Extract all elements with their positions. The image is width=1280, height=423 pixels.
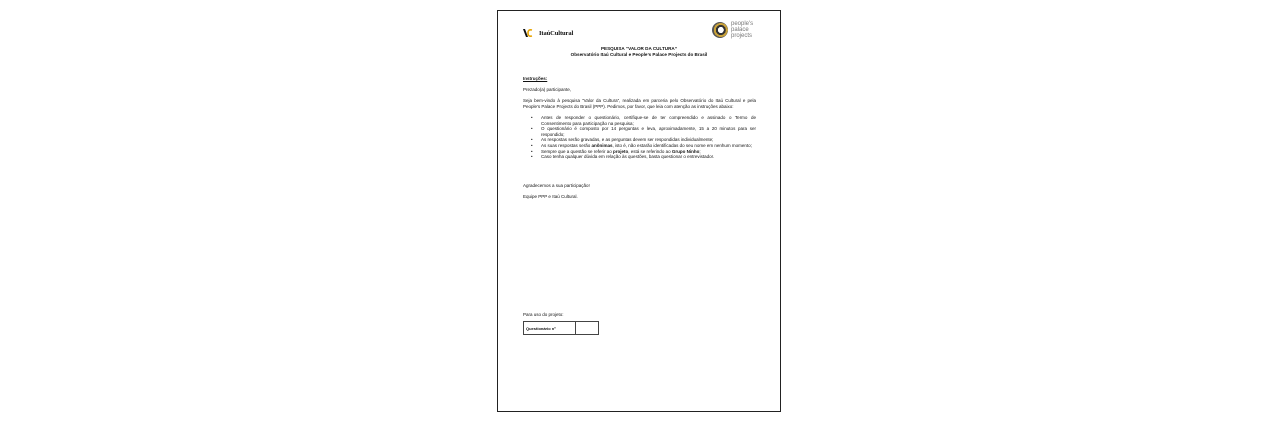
instructions-list — [523, 115, 756, 160]
itau-cultural-logo — [523, 27, 573, 39]
thanks-text: Agradecemos a sua participação! — [523, 183, 590, 188]
project-use-label: Para uso do projeto: — [523, 312, 564, 317]
itau-logo-icon — [523, 28, 533, 38]
document-title: PESQUISA “VALOR DA CULTURA” — [600, 46, 678, 51]
itau-logo-text: ItaúCultural — [539, 29, 574, 37]
list-item: • O questionário é composto por 14 perguntas e leva, aproximadamente, 15 a 20 minutos para ser respondido; — [541, 126, 756, 137]
list-item: • As suas respostas serão anônimas, isto é, não estarão identificadas do seu nome em nenhum momento; — [541, 143, 756, 149]
questionnaire-number-field[interactable] — [576, 322, 598, 334]
list-item: • Caso tenha qualquer dúvida em relação às questões, basta questionar o entrevistador. — [541, 154, 756, 160]
document-subtitle: Observatório Itaú Cultural e People’s Palace Projects do Brasil — [570, 52, 708, 57]
document-page — [497, 10, 781, 412]
list-item: • Sempre que a questão se referir ao projeto, está se referindo ao Grupo Ninho; — [541, 149, 756, 155]
signoff-text: Equipe PPP e Itaú Cultural. — [523, 194, 578, 199]
ppp-logo-word: people's — [731, 21, 754, 27]
ppp-logo-word: palace — [731, 27, 749, 33]
greeting-text: Prezado(a) participante, — [523, 87, 572, 92]
ppp-logo-word: projects — [731, 33, 753, 39]
list-item: • Antes de responder o questionário, certifique-se de ter compreendido e assinado o Termo de Consentimento para participação na pesquisa; — [541, 115, 756, 126]
ppp-logo-circle-icon — [712, 22, 728, 38]
questionnaire-number-label: Questionário nº — [524, 322, 576, 334]
intro-paragraph: Seja bem-vindo à pesquisa “Valor da Cultura”, realizada em parceria pelo Observatório do Itaú Cultural e pela People’s Palace Projects do Brasil (PPP). Pedimos, por favor, que leia com atenção as instruções abaixo: — [523, 98, 756, 109]
list-item: • As respostas serão gravadas, e as perguntas devem ser respondidas individualmente; — [541, 137, 756, 143]
peoples-palace-projects-logo — [711, 20, 759, 42]
instructions-heading: Instruções: — [523, 76, 548, 81]
questionnaire-number-table — [523, 321, 599, 335]
